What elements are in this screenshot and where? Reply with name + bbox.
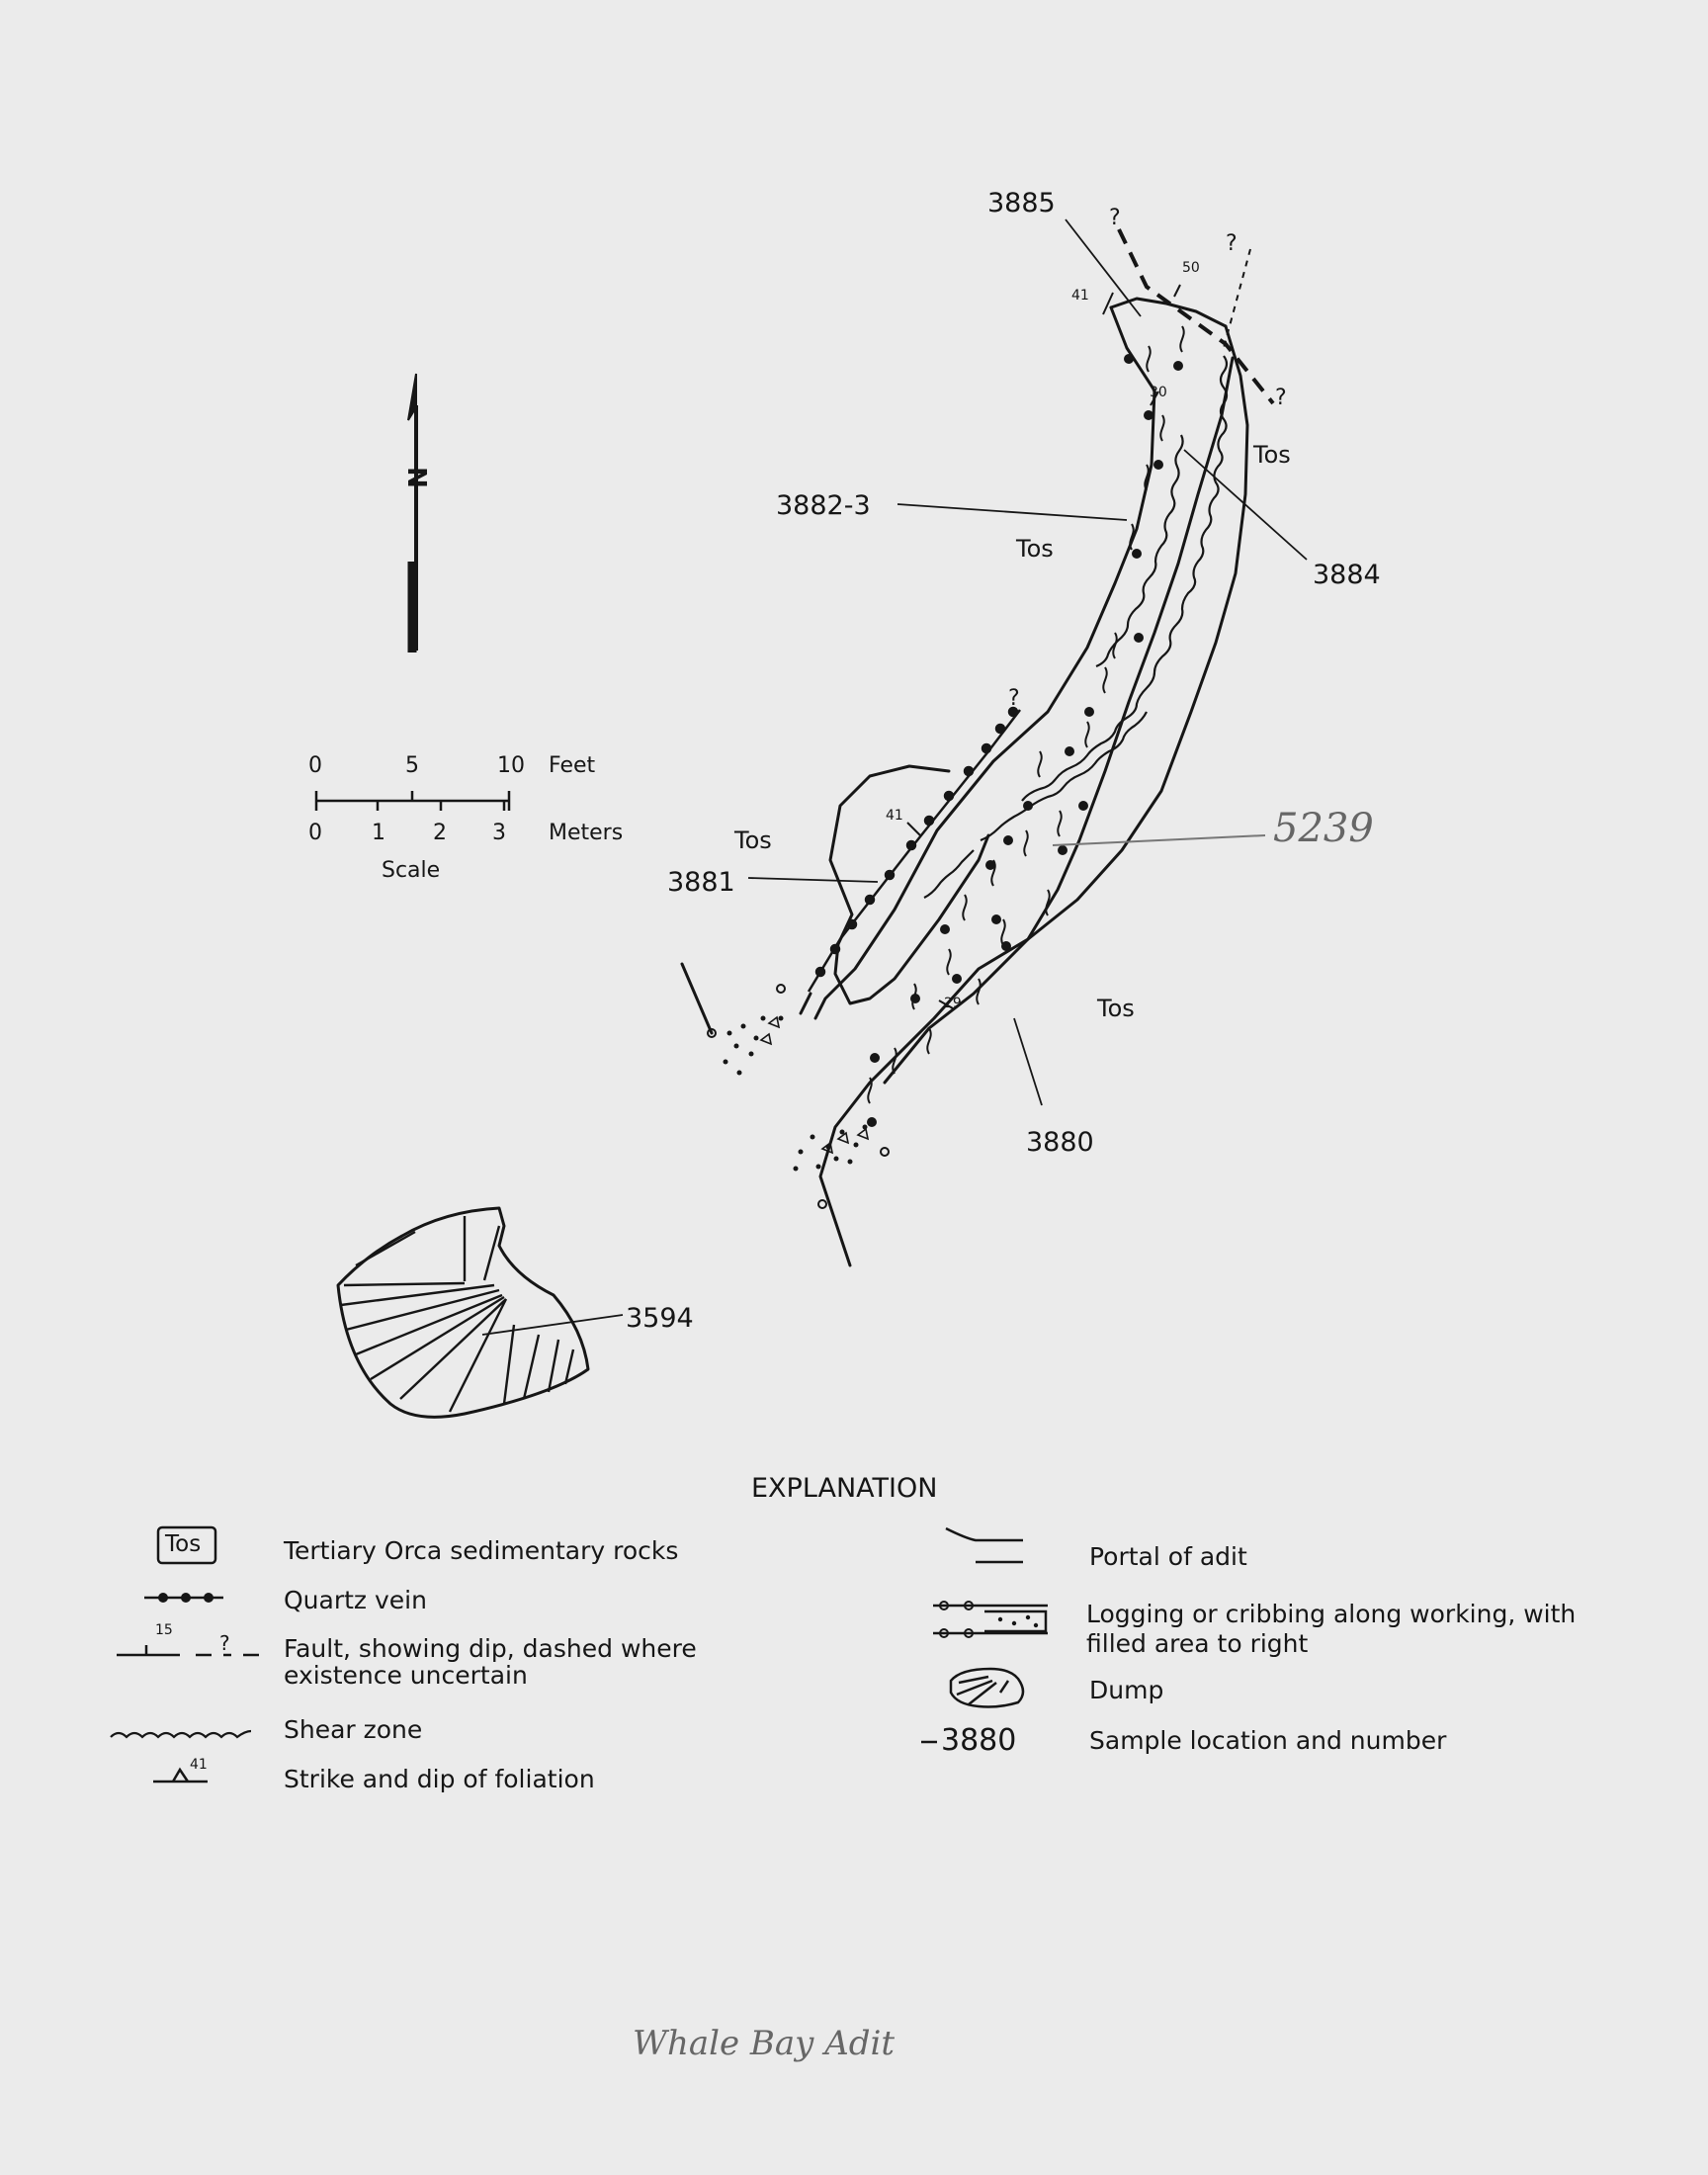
- foliation-squiggle: [1024, 830, 1027, 856]
- explanation-title: EXPLANATION: [751, 1473, 938, 1504]
- scale-meter-tick: 0: [308, 821, 322, 845]
- unit-label-tos: Tos: [734, 826, 772, 854]
- query-mark: ?: [1109, 206, 1121, 230]
- vein-dot: [940, 924, 950, 934]
- dump-hatch: [356, 1232, 415, 1265]
- vein-dot: [952, 974, 962, 984]
- leader-3881: [748, 878, 878, 882]
- foliation-squiggle: [1103, 667, 1106, 693]
- cribbing-fill-dot: [734, 1044, 739, 1049]
- vein-bead: [996, 725, 1004, 733]
- portal-line-lower-left: [682, 964, 712, 1033]
- cribbing-fill-dot: [754, 1036, 759, 1041]
- legend-fault-query: ?: [219, 1631, 230, 1655]
- scale-feet-tick: 5: [405, 753, 419, 778]
- dip-arrow-50: [1174, 285, 1180, 297]
- cribbing-triangle: [858, 1129, 868, 1139]
- foliation-squiggle: [1001, 919, 1004, 945]
- vein-dot: [1058, 845, 1068, 855]
- query-mark: ?: [1226, 231, 1238, 256]
- vein-bead: [848, 920, 856, 928]
- foliation-squiggle: [947, 949, 950, 975]
- cribbing-fill-dot: [811, 1135, 815, 1140]
- dump-hatch: [524, 1335, 539, 1399]
- query-mark: ?: [1275, 386, 1287, 410]
- legend-quartz-bead: [158, 1593, 168, 1603]
- scale-feet-tick: 10: [497, 753, 525, 778]
- cribbing-fill-dot: [749, 1052, 754, 1057]
- vein-dot: [985, 860, 995, 870]
- cribbing-fill-dot: [761, 1016, 766, 1021]
- dip-value-50: 50: [1182, 260, 1200, 276]
- foliation-squiggle: [1058, 811, 1061, 836]
- pencil-sample-5239: 5239: [1273, 806, 1374, 851]
- vein-dot: [1124, 354, 1134, 364]
- legend-shear-symbol: [111, 1731, 251, 1737]
- vein-dot: [870, 1053, 880, 1063]
- legend-portal-description: Portal of adit: [1089, 1542, 1247, 1571]
- dump-hatch: [344, 1283, 465, 1285]
- unit-label-tos: Tos: [1097, 995, 1135, 1022]
- vein-bead: [886, 871, 894, 879]
- legend-quartz-bead: [181, 1593, 191, 1603]
- legend-logging-dot: [1012, 1621, 1016, 1625]
- legend-sample-symbol: 3880: [941, 1723, 1017, 1758]
- cribbing-triangle: [769, 1017, 779, 1027]
- cribbing-fill-dot: [854, 1143, 859, 1148]
- cribbing-fill-dot: [727, 1031, 732, 1036]
- sample-label-3594: 3594: [626, 1303, 694, 1334]
- legend-logging-dot: [998, 1617, 1002, 1621]
- dip-value-41: 41: [886, 808, 903, 824]
- dump-hatch: [371, 1297, 504, 1379]
- vein-bead: [831, 945, 839, 953]
- cribbing-fill-dot: [816, 1165, 821, 1170]
- scale-caption: Scale: [382, 858, 441, 883]
- cribbing-fill-dot: [741, 1024, 746, 1029]
- cribbing-fill-dot: [724, 1060, 728, 1065]
- dump-hatch: [346, 1290, 499, 1330]
- legend-logging-description: Logging or cribbing along working, with: [1086, 1600, 1577, 1628]
- vein-dot: [1134, 633, 1144, 643]
- vein-dot: [1153, 460, 1163, 470]
- dump-hatch: [450, 1299, 506, 1412]
- foliation-squiggle: [1085, 722, 1088, 747]
- vein-dot: [1023, 801, 1033, 811]
- vein-bead: [945, 792, 953, 800]
- legend-logging-dot: [1026, 1615, 1030, 1619]
- vein-bead: [866, 896, 874, 904]
- unit-label-tos: Tos: [1253, 441, 1291, 469]
- legend-logging-box: [984, 1611, 1046, 1631]
- legend-shear-description: Shear zone: [284, 1715, 423, 1744]
- shear-zone-crosscut: [924, 850, 974, 898]
- vein-dot: [1173, 361, 1183, 371]
- leader-3594: [482, 1315, 623, 1335]
- vein-dot: [1132, 549, 1142, 559]
- leader-5239-pencil: [1053, 835, 1265, 845]
- sample-label-3882-3: 3882-3: [776, 490, 871, 521]
- legend-fault-dip: 15: [155, 1622, 173, 1638]
- vein-dot: [1001, 941, 1011, 951]
- cribbing-fill-dot: [834, 1157, 839, 1162]
- scale-meter-tick: 3: [492, 821, 506, 845]
- legend-logging-dot: [1034, 1623, 1038, 1627]
- leader-3880: [1014, 1018, 1042, 1105]
- legend-dump-description: Dump: [1089, 1676, 1164, 1704]
- scale-meter-tick: 1: [372, 821, 385, 845]
- fault-dashed-upper: [1119, 229, 1273, 403]
- vein-bead: [925, 817, 933, 825]
- portal-line-lower-left-b: [801, 994, 811, 1013]
- scale-meters-label: Meters: [549, 821, 624, 845]
- vein-dot: [910, 994, 920, 1003]
- cribbing-fill-dot: [737, 1071, 742, 1076]
- vein-bead: [982, 744, 990, 752]
- dip-arrow-41-mid: [907, 823, 921, 836]
- logging-circle: [881, 1148, 889, 1156]
- cribbing-fill-dot: [799, 1150, 804, 1155]
- sample-label-3881: 3881: [667, 867, 735, 898]
- vein-bead: [907, 841, 915, 849]
- foliation-squiggle: [1147, 346, 1150, 372]
- legend-portal-symbol: [946, 1528, 1023, 1562]
- dip-value-30: 30: [1150, 385, 1167, 400]
- vein-dot: [1144, 410, 1153, 420]
- scale-meter-tick: 2: [433, 821, 447, 845]
- foliation-squiggle: [963, 895, 966, 920]
- dump-hatch: [504, 1325, 514, 1404]
- vein-dot: [1084, 707, 1094, 717]
- legend-logging-description-2: filled area to right: [1086, 1629, 1309, 1658]
- handwritten-title: Whale Bay Adit: [633, 2024, 896, 2063]
- foliation-squiggle: [1038, 751, 1041, 777]
- foliation-squiggle: [927, 1028, 930, 1054]
- unit-label-tos: Tos: [1016, 535, 1054, 563]
- logging-circle: [777, 985, 785, 993]
- dump-hatch: [484, 1226, 499, 1280]
- vein-dot: [1065, 746, 1074, 756]
- cribbing-fill-dot: [779, 1016, 784, 1021]
- vein-dot: [991, 914, 1001, 924]
- dump-hatch: [341, 1285, 494, 1305]
- vein-bead: [965, 767, 973, 775]
- cribbing-fill-dot: [794, 1167, 799, 1172]
- dump-hatch: [549, 1340, 558, 1392]
- legend-dump-hatch: [957, 1677, 1008, 1704]
- foliation-squiggle: [1160, 415, 1163, 441]
- dip-value-41: 41: [1071, 288, 1089, 304]
- cribbing-triangle: [761, 1034, 771, 1044]
- vein-dot: [1078, 801, 1088, 811]
- cribbing-fill-dot: [848, 1160, 853, 1165]
- sample-label-3880: 3880: [1026, 1127, 1094, 1158]
- legend-tos-description: Tertiary Orca sedimentary rocks: [284, 1536, 679, 1565]
- legend-sample-description: Sample location and number: [1089, 1726, 1447, 1755]
- logging-circle: [818, 1200, 826, 1208]
- legend-foliation-description: Strike and dip of foliation: [284, 1765, 595, 1793]
- legend-quartz-description: Quartz vein: [284, 1586, 427, 1614]
- legend-quartz-bead: [204, 1593, 214, 1603]
- legend-fault-description-2: existence uncertain: [284, 1661, 528, 1690]
- foliation-squiggle: [1180, 326, 1183, 352]
- scale-feet-tick: 0: [308, 753, 322, 778]
- north-label: N: [400, 467, 431, 488]
- fault-dashed-right: [1224, 249, 1250, 348]
- vein-dot: [867, 1117, 877, 1127]
- vein-dot: [1003, 835, 1013, 845]
- leader-3882-3: [897, 504, 1127, 520]
- legend-tos-box-label: Tos: [165, 1531, 202, 1557]
- legend-dump-outline: [951, 1669, 1023, 1707]
- vein-bead: [816, 968, 824, 976]
- cribbing-triangle: [838, 1133, 848, 1143]
- sample-label-3884: 3884: [1313, 560, 1381, 590]
- legend-foliation-dip: 41: [190, 1757, 208, 1773]
- scale-feet-label: Feet: [549, 753, 596, 778]
- shear-zone-lower: [981, 712, 1147, 840]
- fault-trace-top: [885, 358, 1233, 1083]
- sample-label-3885: 3885: [987, 188, 1056, 218]
- legend-fault-description: Fault, showing dip, dashed where: [284, 1634, 697, 1663]
- adit-outline-right-wall: [820, 326, 1247, 1265]
- query-mark: ?: [1008, 686, 1020, 711]
- dip-value-29: 29: [944, 996, 962, 1011]
